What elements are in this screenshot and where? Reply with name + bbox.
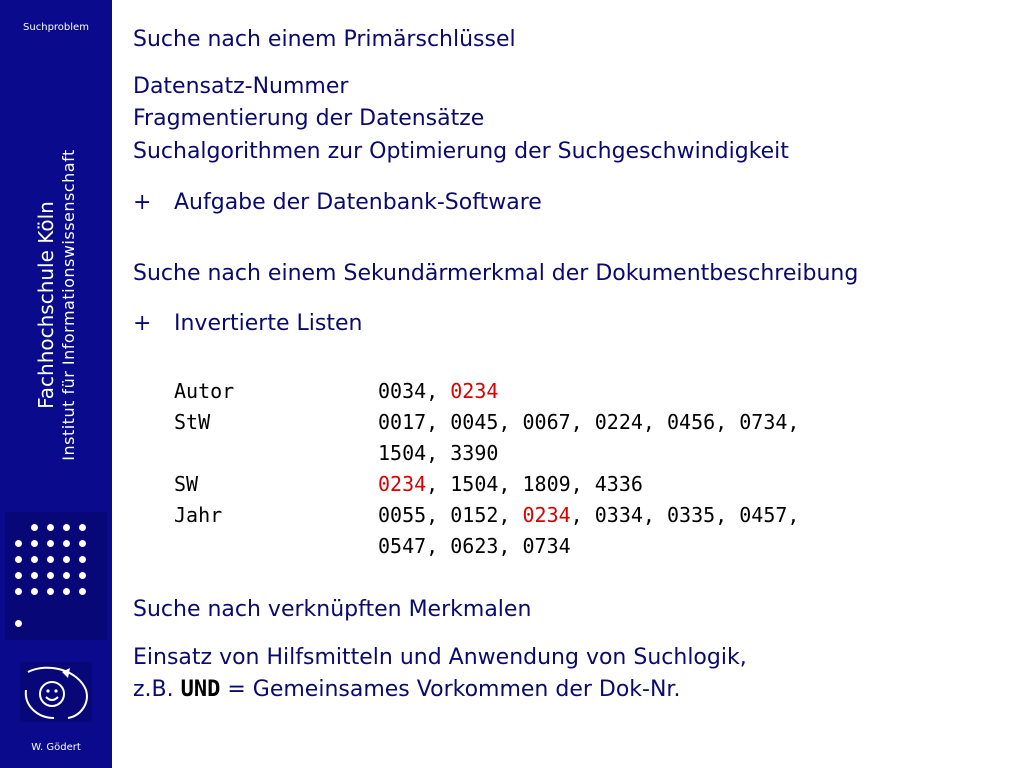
institute-name: Institut für Informationswissenschaft bbox=[59, 149, 78, 461]
dot bbox=[31, 588, 38, 595]
und-operator: UND bbox=[180, 677, 221, 702]
dot bbox=[63, 556, 70, 563]
dot bbox=[79, 556, 86, 563]
dot bbox=[15, 588, 22, 595]
dot bbox=[63, 540, 70, 547]
text-line: Einsatz von Hilfsmitteln und Anwendung von Suchlogik, bbox=[133, 645, 747, 670]
dot bbox=[63, 572, 70, 579]
index-label: Jahr bbox=[174, 503, 223, 527]
dot bbox=[31, 572, 38, 579]
dot-grid bbox=[5, 512, 107, 640]
index-values: 0034, 0234 bbox=[378, 379, 499, 403]
bullet-symbol: + bbox=[133, 311, 152, 336]
text-line: z.B. UND = Gemeinsames Vorkommen der Dok-Nr. bbox=[133, 677, 681, 702]
institution-name: Fachhochschule Köln bbox=[34, 201, 58, 409]
dot bbox=[79, 524, 86, 531]
index-values: 0055, 0152, 0234, 0334, 0335, 0457, bbox=[378, 503, 800, 527]
dot bbox=[79, 540, 86, 547]
heading-primary-key: Suche nach einem Primärschlüssel bbox=[133, 27, 516, 52]
dot bbox=[47, 524, 54, 531]
dot bbox=[15, 540, 22, 547]
text-line: Suchalgorithmen zur Optimierung der Suchgeschwindigkeit bbox=[133, 139, 789, 164]
smiley-face-icon bbox=[18, 660, 94, 724]
dot bbox=[15, 620, 22, 627]
index-label: StW bbox=[174, 410, 211, 434]
sidebar bbox=[0, 0, 112, 768]
dot bbox=[63, 588, 70, 595]
index-values: 0547, 0623, 0734 bbox=[378, 534, 571, 558]
index-values: 1504, 3390 bbox=[378, 441, 499, 465]
bullet-symbol: + bbox=[133, 190, 152, 215]
index-label: SW bbox=[174, 472, 199, 496]
dot bbox=[47, 572, 54, 579]
dot bbox=[31, 556, 38, 563]
bullet-text: Aufgabe der Datenbank-Software bbox=[174, 190, 542, 215]
institution-title bbox=[33, 149, 79, 460]
dot bbox=[31, 524, 38, 531]
dot bbox=[79, 588, 86, 595]
index-label: Autor bbox=[174, 379, 235, 403]
dot bbox=[79, 572, 86, 579]
index-values: 0234, 1504, 1809, 4336 bbox=[378, 472, 643, 496]
dot bbox=[15, 572, 22, 579]
text-line: Datensatz-Nummer bbox=[133, 74, 349, 99]
heading-secondary-feature: Suche nach einem Sekundärmerkmal der Dokumentbeschreibung bbox=[133, 261, 859, 286]
text-line: Fragmentierung der Datensätze bbox=[133, 106, 485, 131]
bullet-text: Invertierte Listen bbox=[174, 311, 363, 336]
dot bbox=[47, 588, 54, 595]
slide-tag: Suchproblem bbox=[23, 22, 89, 33]
dot bbox=[63, 524, 70, 531]
dot bbox=[47, 540, 54, 547]
dot bbox=[15, 556, 22, 563]
dot bbox=[31, 540, 38, 547]
heading-linked-features: Suche nach verknüpften Merkmalen bbox=[133, 597, 532, 622]
author-name: W. Gödert bbox=[31, 742, 81, 753]
index-values: 0017, 0045, 0067, 0224, 0456, 0734, bbox=[378, 410, 800, 434]
dot bbox=[47, 556, 54, 563]
